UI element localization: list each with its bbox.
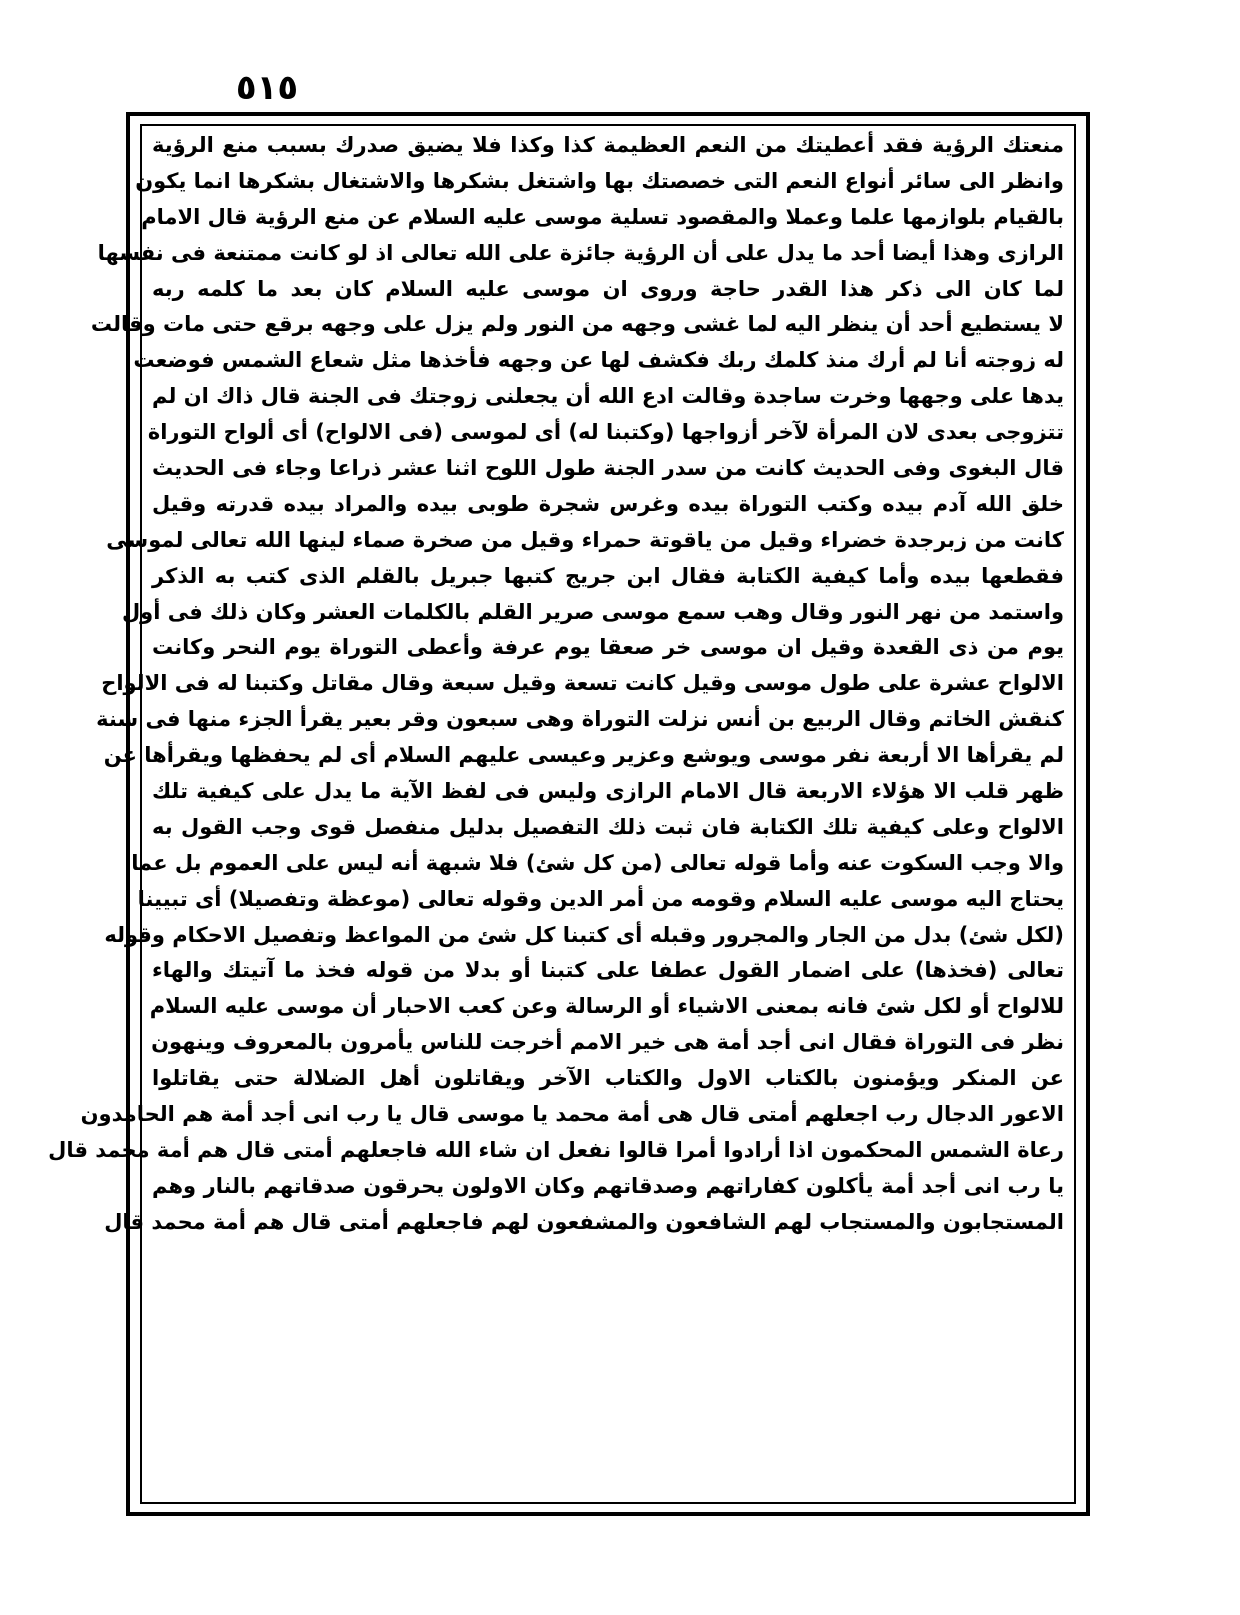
text-line: له زوجته أنا لم أرك منذ كلمك ربك فكشف لها عن وجهه فأخذها مثل شعاع الشمس فوضعت xyxy=(133,348,1064,373)
text-line: والا وجب السكوت عنه وأما قوله تعالى (من كل شئ) فلا شبهة أنه ليس على العموم بل عما xyxy=(131,850,1064,875)
text-line: نظر فى التوراة فقال انى أجد أمة هى خير الامم أخرجت للناس يأمرون بالمعروف وينهون xyxy=(151,1030,1064,1055)
text-line: عن المنكر ويؤمنون بالكتاب الاول والكتاب الآخر ويقاتلون أهل الضلالة حتى يقاتلوا xyxy=(152,1066,1064,1091)
page-number: ٥١٥ xyxy=(235,68,299,108)
text-line: يدها على وجهها وخرت ساجدة وقالت ادع الله أن يجعلنى زوجتك فى الجنة قال ذاك ان لم xyxy=(152,384,1064,409)
text-line: الالواح عشرة على طول موسى وقيل كانت تسعة وقيل سبعة وقال مقاتل وكتبنا له فى الالواح xyxy=(101,671,1064,696)
text-line: بالقيام بلوازمها علما وعملا والمقصود تسلية موسى عليه السلام عن منع الرؤية قال الامام xyxy=(141,204,1064,229)
text-line: منعتك الرؤية فقد أعطيتك من النعم العظيمة كذا وكذا فلا يضيق صدرك بسبب منع الرؤية xyxy=(152,133,1064,157)
text-line: لم يقرأها الا أربعة نفر موسى ويوشع وعزير وعيسى عليهم السلام أى لم يحفظها ويقرأها عن xyxy=(103,743,1064,768)
text-line: رعاة الشمس المحكمون اذا أرادوا أمرا قالوا نفعل ان شاء الله فاجعلهم أمتى قال هم أمة محمد قال xyxy=(48,1137,1064,1162)
text-line: الالواح وعلى كيفية تلك الكتابة فان ثبت ذلك التفصيل بدليل منفصل قوى وجب القول به xyxy=(152,814,1064,839)
text-line: يوم من ذى القعدة وقيل ان موسى خر صعقا يوم عرفة وأعطى التوراة يوم النحر وكانت xyxy=(152,635,1064,660)
body-text xyxy=(48,128,1064,1500)
text-line: ظهر قلب الا هؤلاء الاربعة قال الامام الرازى وليس فى لفظ الآية ما يدل على كيفية تلك xyxy=(152,779,1064,804)
text-line: وانظر الى سائر أنواع النعم التى خصصتك بها واشتغل بشكرها والاشتغال بشكرها انما يكون xyxy=(135,168,1064,193)
text-line: لما كان الى ذكر هذا القدر حاجة وروى ان موسى عليه السلام كان بعد ما كلمه ربه xyxy=(152,276,1064,301)
text-line: قال البغوى وفى الحديث كانت من سدر الجنة طول اللوح اثنا عشر ذراعا وجاء فى الحديث xyxy=(152,456,1064,481)
text-line: الرازى وهذا أيضا أحد ما يدل على أن الرؤية جائزة على الله تعالى اذ لو كانت ممتنعة فى نفسها xyxy=(97,240,1064,265)
text-line: كانت من زبرجدة خضراء وقيل من ياقوتة حمراء وقيل من صخرة صماء لينها الله تعالى لموسى xyxy=(106,527,1064,552)
text-line: خلق الله آدم بيده وكتب التوراة بيده وغرس شجرة طوبى بيده والمراد بيده قدرته وقيل xyxy=(152,491,1064,516)
text-line: المستجابون والمستجاب لهم الشافعون والمشفعون لهم فاجعلهم أمتى قال هم أمة محمد قال xyxy=(104,1209,1064,1234)
text-line: للالواح أو لكل شئ فانه بمعنى الاشياء أو الرسالة وعن كعب الاحبار أن موسى عليه السلام xyxy=(149,994,1064,1019)
text-line: (لكل شئ) بدل من الجار والمجرور وقبله أى كتبنا كل شئ من المواعظ وتفصيل الاحكام وقوله xyxy=(104,922,1064,947)
text-line: الاعور الدجال رب اجعلهم أمتى قال هى أمة محمد يا موسى قال يا رب انى أجد أمة هم الحامدون xyxy=(80,1102,1064,1127)
text-line: تتزوجى بعدى لان المرأة لآخر أزواجها (وكتبنا له) أى لموسى (فى الالواح) أى ألواح التوراة xyxy=(147,420,1064,445)
text-line: كنقش الخاتم وقال الربيع بن أنس نزلت التوراة وهى سبعون وقر بعير يقرأ الجزء منها فى سنة xyxy=(96,707,1064,732)
text-line: تعالى (فخذها) على اضمار القول عطفا على كتبنا أو بدلا من قوله فخذ ما آتيتك والهاء xyxy=(152,958,1064,983)
text-line: يحتاج اليه موسى عليه السلام وقومه من أمر الدين وقوله تعالى (موعظة وتفصيلا) أى تبيينا xyxy=(137,886,1064,911)
text-line: يا رب انى أجد أمة يأكلون كفاراتهم وصدقاتهم وكان الاولون يحرقون صدقاتهم بالنار وهم xyxy=(152,1173,1064,1198)
text-line: فقطعها بيده وأما كيفية الكتابة فقال ابن جريج كتبها جبريل بالقلم الذى كتب به الذكر xyxy=(152,563,1064,588)
text-line: واستمد من نهر النور وقال وهب سمع موسى صرير القلم بالكلمات العشر وكان ذلك فى أول xyxy=(121,599,1064,624)
text-line: لا يستطيع أحد أن ينظر اليه لما غشى وجهه من النور ولم يزل على وجهه برقع حتى مات وقالت xyxy=(90,312,1064,337)
